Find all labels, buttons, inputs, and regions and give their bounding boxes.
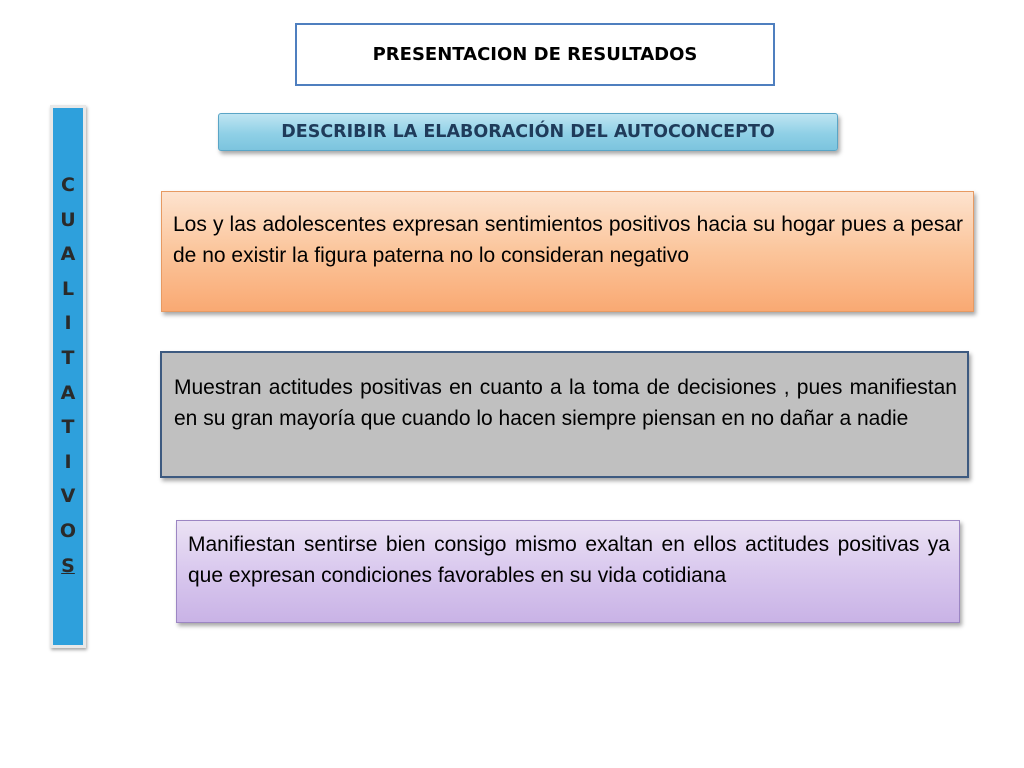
- side-label: [50, 168, 86, 583]
- side-label-letter: A: [60, 381, 76, 404]
- page-title: PRESENTACION DE RESULTADOS: [295, 23, 775, 86]
- side-label-letter: A: [60, 243, 76, 266]
- side-label-letter: T: [61, 416, 75, 439]
- finding-card-decisions: Muestran actitudes positivas en cuanto a la toma de decisiones , pues manifiestan en su gran mayoría que cuando lo hacen siempre piensan en no dañar a nadie: [160, 351, 969, 478]
- side-label-letter: V: [60, 485, 76, 508]
- side-label-letter: C: [61, 174, 75, 196]
- side-label-letter: U: [60, 208, 76, 231]
- side-label-letter: T: [61, 346, 75, 369]
- side-label-letter: L: [61, 277, 75, 300]
- finding-card-wellbeing: Manifiestan sentirse bien consigo mismo exaltan en ellos actitudes positivas ya que expresan condiciones favorables en su vida cotidiana: [176, 520, 960, 623]
- finding-card-home: Los y las adolescentes expresan sentimientos positivos hacia su hogar pues a pesar de no existir la figura paterna no lo consideran negativo: [161, 191, 974, 312]
- side-label-letter: O: [59, 519, 77, 542]
- side-label-letter: I: [64, 450, 72, 473]
- side-label-letter: I: [64, 312, 72, 335]
- section-subtitle: DESCRIBIR LA ELABORACIÓN DEL AUTOCONCEPTO: [218, 113, 838, 151]
- side-label-letter: S: [61, 554, 75, 577]
